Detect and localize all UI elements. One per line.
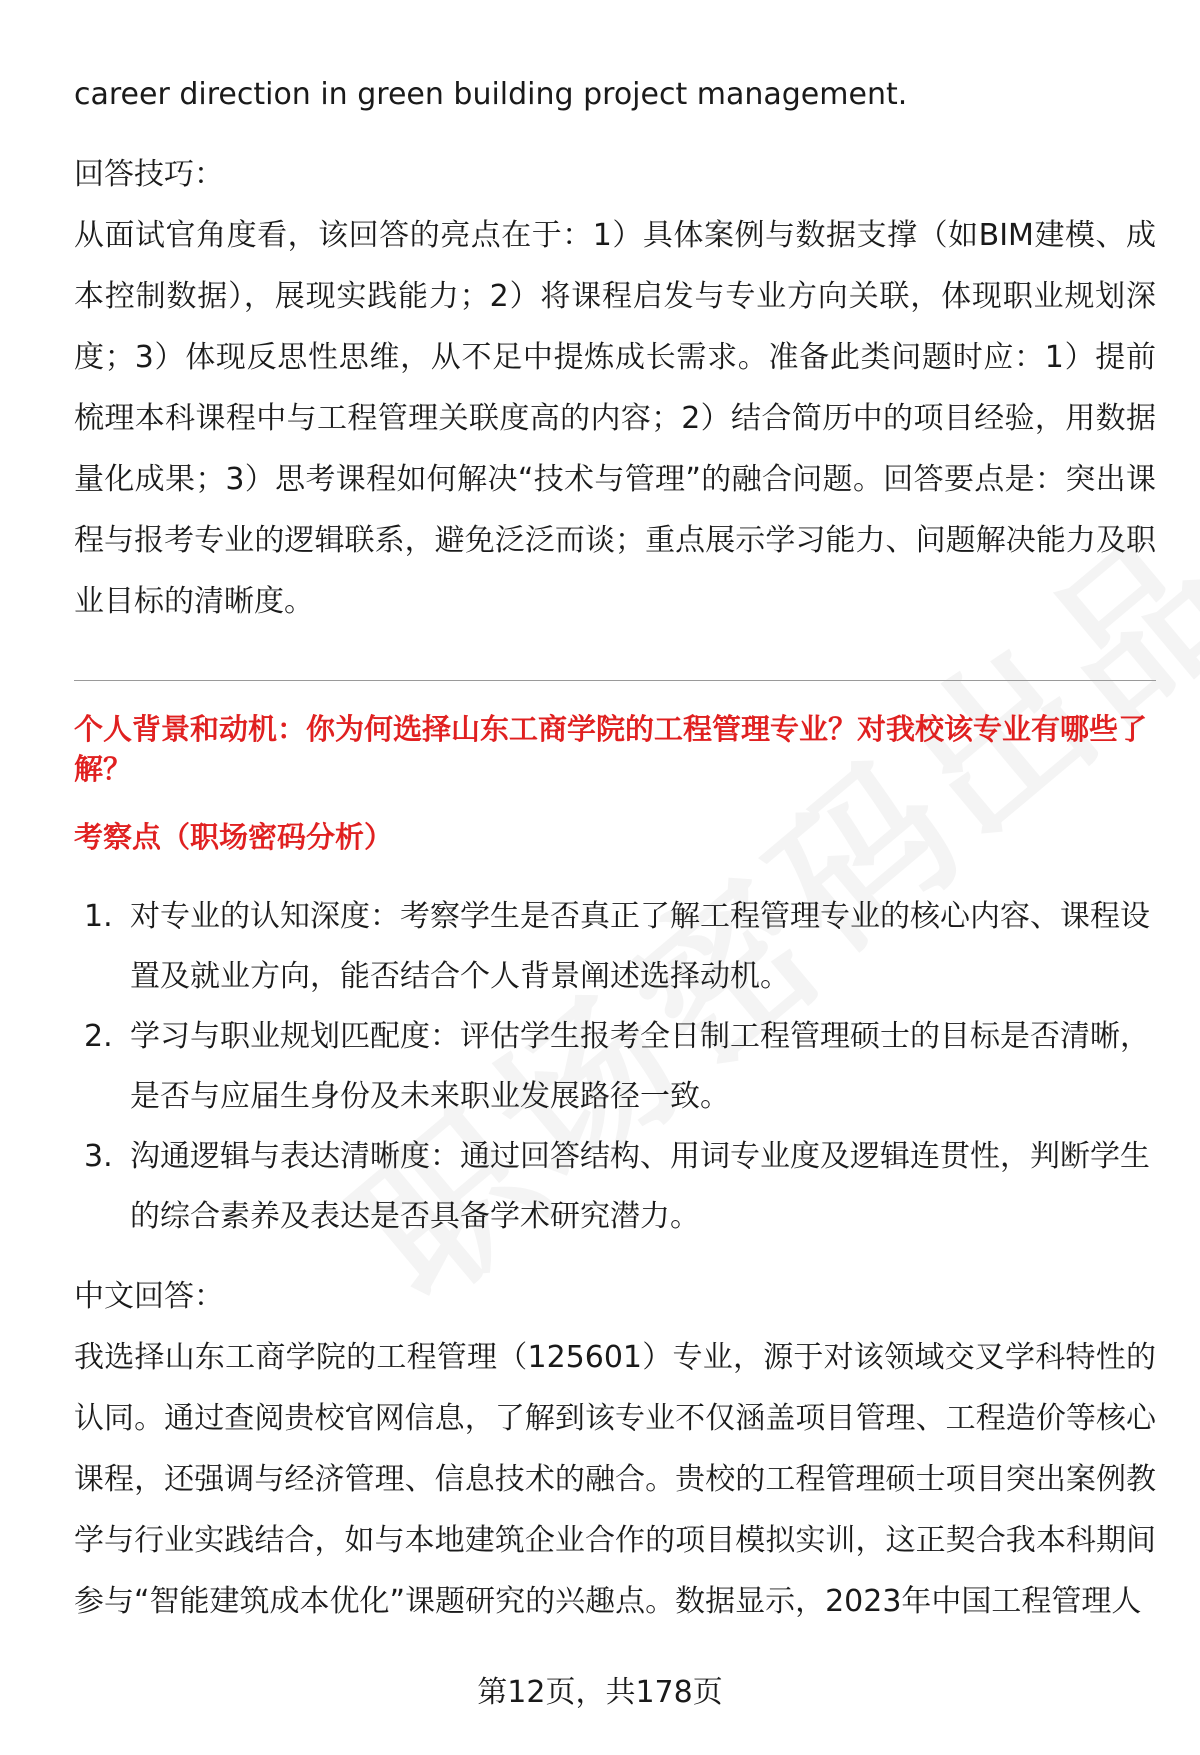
list-item: [74, 1127, 1156, 1247]
list-item-number: 1.: [84, 899, 113, 934]
tips-body: 从面试官角度看，该回答的亮点在于：1）具体案例与数据支撑（如BIM建模、成本控制数据），展现实践能力；2）将课程启发与专业方向关联，体现职业规划深度；3）体现反思性思维，从不足中提炼成长需求。准备此类问题时应：1）提前梳理本科课程中与工程管理关联度高的内容；2）结合简历中的项目经验，用数据量化成果；3）思考课程如何解决“技术与管理”的融合问题。回答要点是：突出课程与报考专业的逻辑联系，避免泛泛而谈；重点展示学习能力、问题解决能力及职业目标的清晰度。: [74, 218, 1156, 619]
focus-title: 考察点（职场密码分析）: [74, 820, 394, 854]
tips-label: 回答技巧：: [74, 157, 224, 192]
top-paragraph: career direction in green building project management.: [74, 77, 908, 112]
list-item: [74, 1007, 1156, 1127]
page-footer: 第12页，共178页: [477, 1675, 723, 1710]
section-divider: [74, 680, 1156, 681]
list-item-text: 学习与职业规划匹配度：评估学生报考全日制工程管理硕士的目标是否清晰，是否与应届生身份及未来职业发展路径一致。: [130, 1019, 1150, 1114]
document-page: [74, 64, 1156, 1632]
list-item-number: 2.: [84, 1019, 113, 1054]
list-item-text: 对专业的认知深度：考察学生是否真正了解工程管理专业的核心内容、课程设置及就业方向，能否结合个人背景阐述选择动机。: [130, 899, 1150, 994]
question-title: 个人背景和动机：你为何选择山东工商学院的工程管理专业？对我校该专业有哪些了解？: [74, 712, 1148, 786]
list-item-text: 沟通逻辑与表达清晰度：通过回答结构、用词专业度及逻辑连贯性，判断学生的综合素养及表达是否具备学术研究潜力。: [130, 1139, 1150, 1234]
list-item: [74, 887, 1156, 1007]
focus-points-list: [74, 887, 1156, 1247]
answer-body: 我选择山东工商学院的工程管理（125601）专业，源于对该领域交叉学科特性的认同。通过查阅贵校官网信息，了解到该专业不仅涵盖项目管理、工程造价等核心课程，还强调与经济管理、信息技术的融合。贵校的工程管理硕士项目突出案例教学与行业实践结合，如与本地建筑企业合作的项目模拟实训，这正契合我本科期间参与“智能建筑成本优化”课题研究的兴趣点。数据显示，2023年中国工程管理人: [74, 1340, 1156, 1619]
list-item-number: 3.: [84, 1139, 113, 1174]
answer-label: 中文回答：: [74, 1279, 224, 1314]
